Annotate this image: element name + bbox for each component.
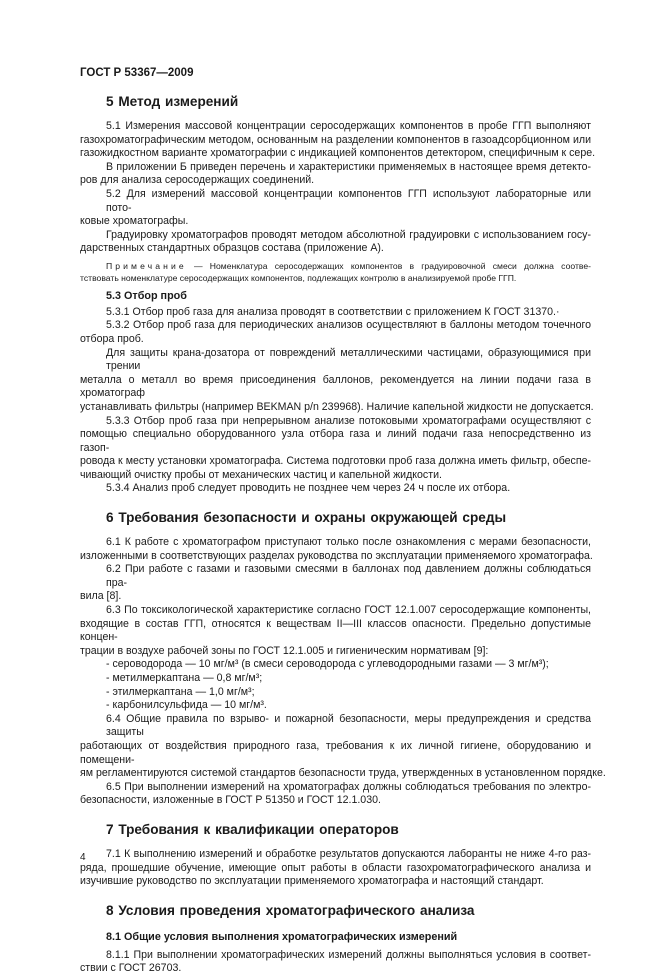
- document-body: [80, 93, 606, 976]
- text-line: ям регламентируются системой стандартов безопасности труда, утвержденных в установленном порядке.: [80, 767, 606, 780]
- text-line: входящие в состав ГГП, относятся к веществам II—III классов опасности. Предельно допустимые концен-: [80, 617, 591, 644]
- page-number: 4: [80, 852, 86, 863]
- paragraph: [80, 120, 596, 161]
- section-heading: 7 Требования к квалификации операторов: [106, 821, 399, 837]
- text-line: газожидкостном варианте хроматографии с индикацией компонентов детектором, специфичным к сере.: [80, 147, 596, 160]
- text-line: 5.2 Для измерений массовой концентрации компонентов ГГП используют лабораторные или пото-: [106, 187, 591, 214]
- text-line: 7.1 К выполнению измерений и обработке результатов допускаются лаборанты не ниже 4-го раз-: [106, 847, 591, 860]
- text-line: ствии с ГОСТ 26703.: [80, 962, 182, 975]
- text-line: устанавливать фильтры (например BEKMAN p/n 239968). Наличие капельной жидкости не допускается.: [80, 400, 594, 413]
- text-line: трации в воздухе рабочей зоны по ГОСТ 12.1.005 и гигиеническим нормативам [9]:: [80, 644, 489, 657]
- text-line: тствовать номенклатуре серосодержащих компонентов, подлежащих контролю в анализируемой пробе ГГП.: [80, 273, 517, 284]
- text-line: 5.3.3 Отбор проб газа при непрерывном анализе потоковыми хроматографами осуществляют с: [106, 414, 591, 427]
- paragraph: [80, 536, 591, 563]
- text-line: 5.3.2 Отбор проб газа для периодических анализов осуществляют в баллоны методом точечного: [106, 319, 591, 332]
- text-line: помощью специально оборудованного узла отбора газа и линий подачи газа непосредственно из газоп-: [80, 428, 591, 454]
- section-heading: 6 Требования безопасности и охраны окружающей среды: [106, 510, 507, 526]
- section-heading: 5 Метод измерений: [106, 94, 239, 109]
- text-line: металла о металл во время присоединения баллонов, рекомендуется на линии подачи газа в хроматограф: [80, 373, 591, 400]
- text-line: 6.4 Общие правила по взрыво- и пожарной безопасности, меры предупреждения и средства защиты: [106, 712, 591, 739]
- paragraph: [80, 188, 591, 229]
- text-line: 5.3.1 Отбор проб газа для анализа проводят в соответствии с приложением К ГОСТ 31370.·: [106, 305, 560, 318]
- text-line: изложенными в соответствующих разделах руководства по эксплуатации применяемого хроматографа.: [80, 549, 593, 562]
- text-line: ровода к месту установки хроматографа. Система подготовки проб газа должна иметь фильтр, обеспе-: [80, 455, 591, 468]
- text-line: Для защиты крана-дозатора от повреждений металлическими частицами, образующимися при трении: [106, 346, 591, 373]
- paragraph: [80, 161, 591, 188]
- paragraph: [80, 781, 591, 808]
- document-page: [80, 66, 606, 976]
- text-line: дарственных стандартных образцов состава (приложение А).: [80, 242, 384, 255]
- subsection-heading: 8.1 Общие условия выполнения хроматографических измерений: [106, 930, 458, 943]
- text-line: В приложении Б приведен перечень и характеристики применяемых в настоящее время детекто-: [106, 160, 591, 173]
- text-line: чивающий очистку пробы от механических частиц и капельной жидкости.: [80, 468, 442, 481]
- text-line: ковые хроматографы.: [80, 215, 189, 228]
- paragraph: [80, 712, 606, 781]
- text-line: газохроматографическим методом, основанным на разделении компонентов в газоадсорбционном или: [80, 133, 591, 146]
- text-line: ров для анализа серосодержащих соединений.: [80, 174, 315, 187]
- text-line: безопасности, изложенные в ГОСТ Р 51350 и ГОСТ 12.1.030.: [80, 794, 381, 807]
- paragraph: [80, 319, 591, 346]
- text-line: 5.1 Измерения массовой концентрации серосодержащих компонентов в пробе ГГП выполняют: [106, 120, 591, 132]
- text-line: 5.3.4 Анализ проб следует проводить не позднее чем через 24 ч после их отбора.: [106, 482, 511, 495]
- bullet-list: [80, 658, 591, 712]
- note-label: Примечание: [106, 260, 187, 271]
- paragraph: [80, 848, 591, 889]
- text-line: 8.1.1 При выполнении хроматографических измерений должны выполняться условия в соответ-: [106, 948, 591, 961]
- paragraph: [80, 482, 591, 496]
- list-item: - этилмеркаптана — 1,0 мг/м³;: [106, 685, 255, 698]
- paragraph: [80, 415, 591, 483]
- note-text: — Номенклатура серосодержащих компонентов в градуировочной смеси должна соотве-: [186, 260, 591, 271]
- text-line: ряда, прошедшие обучение, имеющие опыт работы в области газохроматографического анализа и: [80, 861, 591, 874]
- text-line: [80, 260, 591, 272]
- text-line: работающих от воздействия природного газа, требования к их личной гигиене, оборудованию и помещени-: [80, 739, 591, 766]
- subsection-heading: 5.3 Отбор проб: [106, 289, 187, 302]
- text-line: вила [8].: [80, 590, 122, 603]
- text-line: изучившие руководство по эксплуатации применяемого хроматографа и настоящий стандарт.: [80, 875, 544, 888]
- paragraph: [80, 949, 591, 976]
- text-line: отбора проб.: [80, 332, 144, 345]
- text-line: 6.1 К работе с хроматографом приступают только после ознакомления с мерами безопасности,: [106, 536, 591, 549]
- text-line: 6.2 При работе с газами и газовыми смесями в баллонах под давлением должны соблюдаться пра-: [106, 563, 591, 589]
- list-item: - карбонилсульфида — 10 мг/м³.: [106, 699, 267, 712]
- text-line: Градуировку хроматографов проводят методом абсолютной градуировки с использованием госу-: [106, 228, 591, 241]
- text-line: 6.5 При выполнении измерений на хроматографах должны соблюдаться требования по электро-: [106, 780, 591, 793]
- paragraph: [80, 604, 591, 658]
- document-header: ГОСТ Р 53367—2009: [80, 67, 194, 79]
- paragraph: [80, 229, 591, 256]
- paragraph: [80, 563, 591, 604]
- list-item: - сероводорода — 10 мг/м³ (в смеси сероводорода с углеводородными газами — 3 мг/м³);: [106, 658, 549, 671]
- list-item: - метилмеркаптана — 0,8 мг/м³;: [106, 672, 263, 684]
- paragraph: [80, 346, 594, 415]
- paragraph: [80, 306, 591, 320]
- section-heading: 8 Условия проведения хроматографического анализа: [106, 902, 475, 918]
- note: [80, 260, 591, 285]
- text-line: 6.3 По токсикологической характеристике согласно ГОСТ 12.1.007 серосодержащие компоненты,: [106, 604, 591, 617]
